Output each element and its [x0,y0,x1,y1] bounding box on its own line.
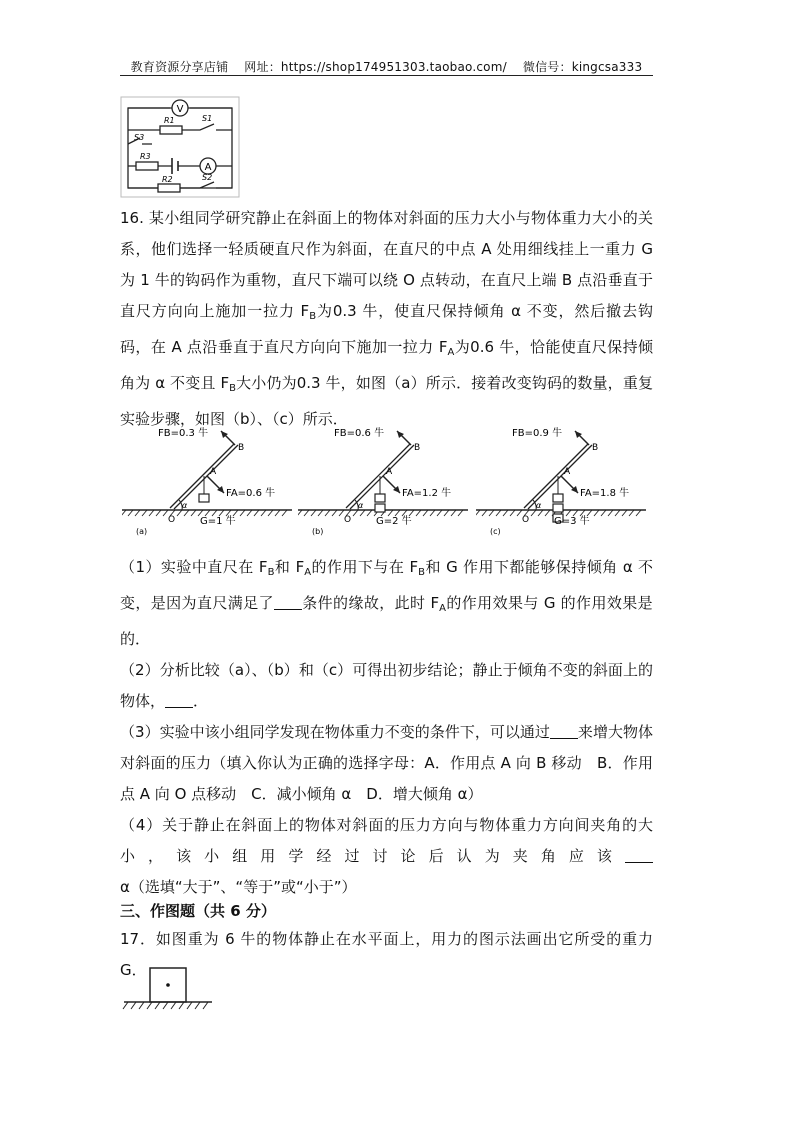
fa-label: FA=0.6 牛 [226,488,276,499]
ground-hatch [458,510,463,516]
fa-label: FA=1.2 牛 [402,488,452,499]
ground-hatch [601,510,606,516]
angle-label: α [182,501,188,510]
ground-hatch [149,510,154,516]
ground-hatch [538,510,543,516]
point-o-label: O [168,515,176,525]
hook-weight [375,504,385,512]
ground-hatch [503,510,508,516]
ground-hatch [476,510,480,516]
figure-caption: (c) [490,527,501,536]
ground-hatch [636,510,641,516]
fb-label: FB=0.6 牛 [334,428,385,439]
page-header [120,58,653,75]
answer-blank-3[interactable] [550,722,578,739]
question-16-parts [120,552,653,903]
point-b-label: B [592,443,599,453]
ground-hatch [282,510,287,516]
ground-hatch [184,510,189,516]
ground-hatch [531,510,536,516]
question-17: 17．如图重为 6 牛的物体静止在水平面上，用力的图示法画出它所受的重力 G． [120,930,653,979]
part-4: （4）关于静止在斜面上的物体对斜面的压力方向与物体重力方向间夹角的大小，该小组用学经过讨论后认为夹角应该α（选填“大于”、“等于”或“小于”） [120,816,653,896]
r3-label: R3 [140,152,151,161]
point-b-label: B [414,443,421,453]
ground-hatch [416,510,421,516]
answer-blank-2[interactable] [165,691,193,708]
ground-hatch [128,510,133,516]
ground-hatch [622,510,627,516]
hook-weight [375,494,385,502]
ground-hatch [489,510,494,516]
angle-label: α [358,501,364,510]
s1-label: S1 [202,114,213,123]
ground-hatch [275,510,280,516]
ground-hatch [615,510,620,516]
ground-hatch [240,510,245,516]
hook-weight [553,494,563,502]
ground-hatch [367,510,372,516]
wechat-info: 微信号：kingcsa333 [522,60,643,74]
weight-label: G=1 牛 [200,516,236,527]
voltmeter-label: V [176,104,184,115]
answer-blank-4[interactable] [625,846,653,863]
point-a-label: A [564,467,571,477]
fa-label: FA=1.8 牛 [580,488,630,499]
fb-label: FB=0.9 牛 [512,428,563,439]
ground-hatch [254,510,259,516]
ground-hatch [191,510,196,516]
weight-label: G=2 牛 [376,516,412,527]
r1-label: R1 [164,116,175,125]
incline-figure-a [122,424,297,539]
ground-hatch [298,510,302,516]
hook-weight [553,504,563,512]
ground-hatch [451,510,456,516]
ground-hatch [423,510,428,516]
section-title: 三、作图题（共 6 分） [120,902,276,920]
ground-hatch [156,510,161,516]
ground-hatch [510,510,515,516]
figure-caption: (a) [136,527,148,536]
ground-hatch [360,510,365,516]
r2-label: R2 [162,175,173,184]
ground-hatch [444,510,449,516]
ammeter-label: A [204,162,212,173]
ground-hatch [496,510,501,516]
ground-hatch [142,510,147,516]
point-o-label: O [522,515,530,525]
figure-caption: (b) [312,527,324,536]
ground-hatch [247,510,252,516]
incline-figure-b [298,424,473,539]
answer-blank-1[interactable] [274,593,302,610]
part-1: （1）实验中直尺在 $F_B$和 $F_A$的作用下与在 $F_B$和 G 作用下都能够保持倾角 α 不变，是因为直尺满足了 条件的缘故，此时 $F_A$的作用效果与 G 的作用效果是的． [120,558,653,648]
ground-hatch [261,510,266,516]
circuit-diagram [120,96,240,198]
ground-hatch [545,510,550,516]
ground-hatch [122,510,126,516]
incline-figure-c [476,424,651,539]
point-b-label: B [238,443,245,453]
part-2: （2）分析比较（a）、（b）和（c）可得出初步结论；静止于倾角不变的斜面上的物体， ． [120,661,653,710]
header-rule [120,75,653,76]
s2-label: S2 [202,173,213,182]
ground-hatch [608,510,613,516]
part-3: （3）实验中该小组同学发现在物体重力不变的条件下，可以通过 来增大物体对斜面的压力（填入你认为正确的选择字母：A．作用点 A 向 B 移动 B．作用点 A 向 O 点移动 C．减小倾角 α D．增大倾角 α） [120,723,653,803]
point-a-label: A [386,467,393,477]
ground-hatch [430,510,435,516]
ground-hatch [135,510,140,516]
ground-hatch [177,510,182,516]
s3-label: S3 [134,133,145,142]
ground-hatch [318,510,323,516]
point-o-label: O [344,515,352,525]
point-a-label: A [210,467,217,477]
ground-hatch [325,510,330,516]
angle-label: α [536,501,542,510]
q17-block-figure [122,964,214,1014]
ground-hatch [594,510,599,516]
fb-label: FB=0.3 牛 [158,428,209,439]
ground-hatch [304,510,309,516]
ground-hatch [332,510,337,516]
shop-name: 教育资源分享店铺 [130,60,229,74]
question-16-stem: 16. 某小组同学研究静止在斜面上的物体对斜面的压力大小与物体重力大小的关系，他们选择一轻质硬直尺作为斜面，在直尺的中点 A 处用细线挂上一重力 G 为 1 牛的钩码作为重物，直尺下端可以绕 O 点转动，在直尺上端 B 点沿垂直于直尺方向向上施加一拉力 $F_B$为0.3 牛，使直尺保持倾角 α 不变，然后撤去钩码，在 A 点沿垂直于直尺方向向下施加一拉力 $F_A$为0.6 牛，恰能使直尺保持倾角为 α 不变且 $F_B$大小仍为0.3 牛，如图（a）所示．接着改变钩码的数量，重复实验步骤，如图（b）、（c）所示． [120,209,653,428]
hook-weight [199,494,209,502]
ground-hatch [311,510,316,516]
site-info: 网址：https://shop174951303.taobao.com/ [244,60,507,74]
weight-label: G=3 牛 [554,516,590,527]
shop-url[interactable]: https://shop174951303.taobao.com/ [280,60,507,74]
ground-hatch [268,510,273,516]
ground-hatch [353,510,358,516]
ground-hatch [482,510,487,516]
ground-hatch [629,510,634,516]
ground-hatch [437,510,442,516]
